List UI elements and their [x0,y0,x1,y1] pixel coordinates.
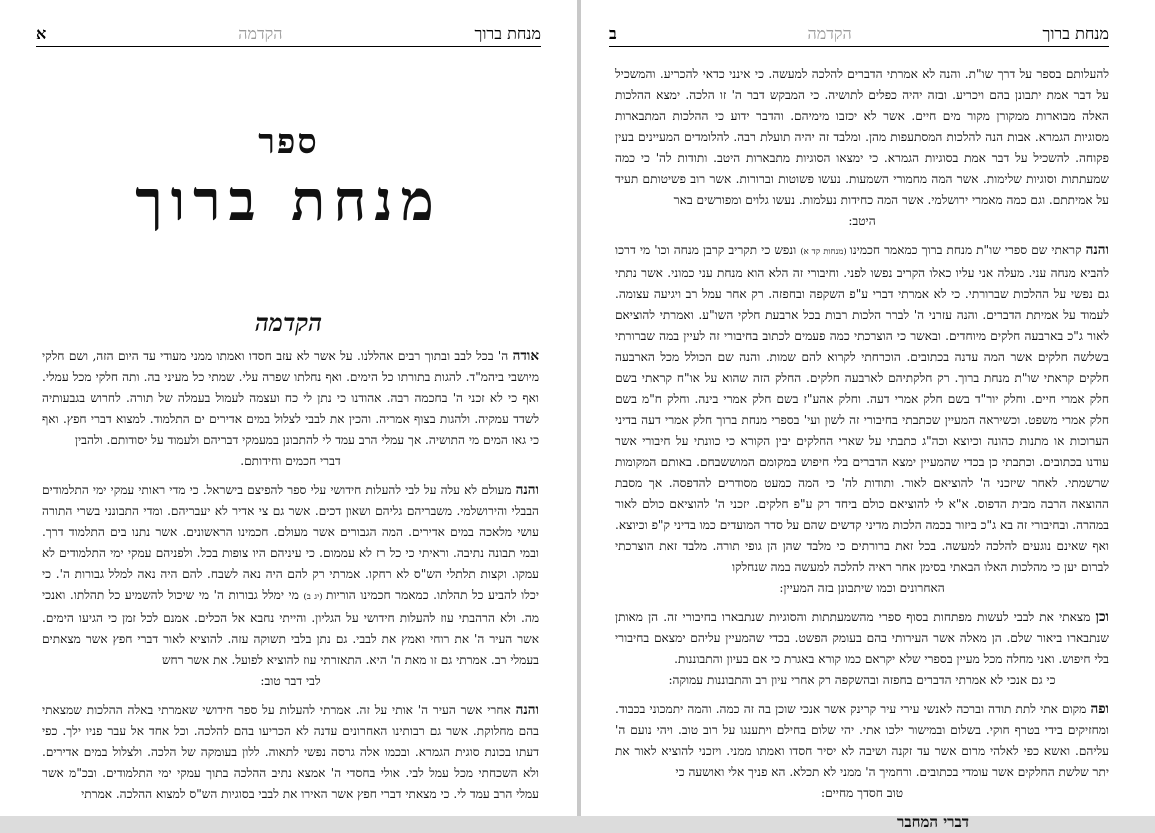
paragraph-lead-word: וכן [1095,609,1109,625]
running-header [36,20,541,47]
paragraph-lead-word: אודה [512,348,539,364]
paragraph-text: ה' בכל לבב ובתוך רבים אהללנו. על אשר לא עזב חסדו ואמתו ממני מעודי עד היום הזה, ושם חלקי מיושבי ביהמ"ד. להגות בתורתו כל הימים. ואף נחלתו שפרה עלי. שמתי כל מעיני בה. ותה חלקי מכל עמלי. ואף כי לא זכני ה' בחכמה רבה. אהודנו כי נתן לי כח ועצמה לעמול בעמלה של תורה. לחרוש בגבעותיה לשדד עמקיה. ולהגות בצוף אמריה. והכין את לבבי לצלול במים אדירים ים התלמוד. למצוא דברי חפץ. ואף כי גאו המים מי התושיה. אך עמלי הרב עמד לי להתבונן במעמקי דבריהם ולעמוד על יסודותם. ולהבין [42,349,539,447]
paragraph-lead-word: והנה [515,482,539,498]
paragraph-last-line: דברי חכמים וחידותם. [240,454,341,468]
running-header [609,20,1109,47]
paragraph-text: מצאתי את לבבי לעשות מפתחות בסוף ספרי מהשמעתתות והסוגיות שנתבארו בחיבורי זה. הן מאותן שנתבארו ביאור שלם. הן מאלה אשר העירותי בהם בעומק הפשט. בכדי שהמעיין עליהם ימצאם בחיבורי בלי חיפוש. ואני מחלה מכל מעיין בספרי שלא יקראם כמו קורא באגרת כי אם בעיון והתבוננות. [615,610,1109,666]
paragraph-text: מי ימלל גבורות ה' מי שיכול להשמיע כל תהלתו. ואנכי מה. ולא הרהבתי עוז להעלות חידושי על הגליון. והייתי נחבא אל הכלים. אמנם לכל זמן כי הגיעו הימים. אשר העיר ה' את רוחי ואמץ את לבבי. גם נתן בלבי תשוקה עזה. להוציא לאור דברי חפץ אשר מצאתים בעמלי רב. אמרתי גם זו מאת ה' היא. התאזרתי עוז להוציא לפועל. את אשר רחש [42,588,539,667]
page-aleph [0,0,577,816]
paragraph-text: קראתי שם ספרי שו"ת מנחת ברוך כמאמר חכמינו [849,243,1086,257]
paragraph-text: מקום אתי לתת תודה וברכה לאנשי עירי עיר קרינק אשר אנכי שוכן בה זה כמה. והמה יתמכוני בכבוד. ומחזיקים בידי בטרף חוקי. בשלום ובמישור ילכו אתי. יהי שלום בחילם ויתענגו על רוב טוב. ויהי נועם ה' עליהם. ואשא כפי לאלהי מרום אשר עד זקנה ושיבה לא יסיר חסדו ואמתו ממני. ויזכני להוציא לאור את יתר שלשת החלקים אשר עומדי בכתובים. ורחמיך ה' ממני לא תכלא. הא פניך אלי ואושעה כי [615,702,1109,779]
paragraph-lead-word: ופה [1090,701,1109,717]
paragraph-text: אחרי אשר העיר ה' אותי על זה. אמרתי להעלות על ספר חידושי שאמרתי באלה ההלכות שמצאתי בהם מחלוקת. אשר גם רבותינו האחרונים עדנה לא הכריעו בהם להלכה. וכל אחד אל עבר פניו ילך. כפי דעתו בכונת סוגית הגמרא. ובכמו אלה גרסה נפשי לתאוה. ללון בעומקה של הלכה. ולצלול במים אדירים. ולא השכחתי מכל עמל לבי. אולי בחסדי ה' אמצא נתיב ההלכה בתוך עמקי ימי התלמודים. ובכ"מ אשר עמלי הרב עמד לי. כי מצאתי דברי חפץ אשר האירו את לבבי בסוגיות הש"ס למצוא ההלכה. אמרתי [42,703,539,801]
paragraph-last-line: היטב: [848,214,876,228]
paragraph-last-line: האחרונים וכמו שיתבונן בזה המעיין: [779,581,945,595]
header-page-number: א [36,24,47,43]
paragraph-last-line: לבי דבר טוב: [260,674,321,688]
intro-heading: הקדמה [254,308,323,337]
paragraph [42,700,539,805]
paragraph-text: ונפש כי תקריב קרבן מנחה וכו' מי דרכו להביא מנחה עני. מעלה אני עליו כאלו הקריב נפשו לפני. וחיבורי זה הלא הוא מנחת עני כמוני. אשר נתתי גם נפשי על ההלכות שברורתי. כי לא אמרתי דברי ע"פ השקפה ובחפזה. רק אחר עמל רב ויגיעה עצומה. לעמוד על אמיתת הדברים. והנה עזרני ה' לברר הלכות רבות בכל ארבעת חלקי השו"ע. ואמרתי להוציאם לאור ג"כ בארבעה חלקים מיוחדים. ובאשר כי הוצרכתי כמה פעמים לכתוב בחיבורי זה לעיין במה שברורתי בשלשה חלקים אשר המה עדנה בכתובים. הוכרחתי לקרוא להם שמות. והנה שם הכולל מכל הארבעה חלקים קראתי שו"ת מנחת ברוך. רק חלקתיהם לארבעה חלקים. החלק הזה שהוא על או"ח קראתי בשם חלק אמרי חיים. וחלק יור"ד בשם חלק אמרי דעה. וחלק אהע"ז בשם חלק אמרי בינה. וחלק ח"מ בשם חלק אמרי משפט. וכשיראה המעיין שכתבתי בחיבורי זה לשון ועי' בספרי מנחת ברוך חלק אמרי דעה בדיני הערוכות או מתנות כהונה וכיוצא וכה"ג כתבתי על שארי החלקים יבין הקורא כי כוונתי על חיבורי אשר עודנו בכתובים. וכתבתי כן בכדי שהמעיין ימצא הדברים בלי חיפוש במקומם המוששבחם. באותם המקומות שרשמתי. לאחר שיזכני ה' להוציאם לאור. ותודות לה' כי המה כמעט מסודרים להדפסה. אך מסבת ההוצאה הרבה מבית הדפוס. א"א לי להוציאם כולם ביחד רק ע"פ חלקים. יזכני ה' להוציאם כולם לאור במהרה. ובחיבורי זה בא ג"כ ביזור בכמה הלכות מדיני קדשים שהם על סדר המועדים כמו בדיני ק"פ וכיוצא. ואף שאינם נוגעים להלכה למעשה. בכל זאת ברורתים כי מלבד שהן הן גופי תורה. מלבד זאת הוצרכתי לברום יען כי מהלכות האלו הבאתי בסימן אחר ראיה להלכה למעשה במה שנחלקו [615,243,1109,574]
header-book-title: מנחת ברוך [1042,24,1109,43]
paragraph-text: מעולם לא עלה על לבי להעלות חידושי עלי ספר להפיצם בישראל. כי מדי ראותי עמקי ימי התלמודים הבבלי והירושלמי. משבריהם גליהם ושאון דכים. אשר גם צי אדיר לא יעבריהם. ומדי התבונני בשרי התורה עושי מלאכה במים אדירים. המה הגבורים אשר מעולם. חכמינו הראשונים. אשר נתנו בים התלמוד דרך. ובמי תבונה נתיבה. וראיתי כי כל רז לא עממום. כי עיניהם היו צופות בכל. ולפניהם עמקי ימי התלמודים לא עמקו. וקצות תלתלי הש"ס לא רחקו. אמרתי רק להם היה נאה לשבח. להם היה נאה למלל גבורות ה'. כי יכלו להביע כל תהלתו. כמאמר חכמינו הוריות [42,483,539,602]
paragraph [615,699,1109,804]
header-section-title: הקדמה [807,24,852,43]
paragraph [615,607,1109,691]
header-section-title: הקדמה [238,24,283,43]
paragraph-lead-word: והנה [515,702,539,718]
text-column [42,346,539,813]
paragraph-last-line: טוב חסדך מחיים: [821,786,903,800]
paragraph-last-line: כי גם אנכי לא אמרתי הדברים בחפזה ובהשקפה רק אחרי עיון רב והתבוננות עמוקה: [668,673,1056,687]
header-book-title: מנחת ברוך [474,24,541,43]
paragraph-lead-word: והנה [1085,242,1110,258]
paragraph [42,480,539,692]
paragraph [42,346,539,472]
paragraph [615,64,1109,232]
paragraph-text: להעלותם בספר על דרך שו"ת. והנה לא אמרתי הדברים להלכה למעשה. כי אינני כדאי להכריע. והמשכיל על דבר אמת יתבונן בהם ויכריע. ובזה יהיה כפלים לתושיה. כי המבקש דבר ה' זו הלכה. ימצא ההלכות האלה מבוארות ממקורן מקור מים חיים. אשר לא יכזבו מימיהם. והדבר ידוע כי ההלכות המתבארות מסוגיות הגמרא. אבות הנה להלכות המסתעפות מהן. ומלבד זה יהיה תועלת רבה. להלומדים המעיינים בעין פקוחה. להשכיל על דבר אמת בסוגיות הגמרא. כי ימצאו הסוגיות מתבארות היטב. ותודות לה' כי כמה שמעתתות וסוגיות שלימות. אשר המה מחמורי השמעות. נעשו פשוטות וברורות. אשר רוב פשיטותם תעיד על אמיתתם. וגם כמה מאמרי ירושלמי. אשר המה כחידות נעלמות. נעשו גלוים ומפורשים באר [615,67,1109,207]
source-citation: (יג ב) [303,592,327,602]
paragraph [615,240,1109,599]
page-bet [581,0,1155,831]
author-signature: דברי המחבר [897,813,969,831]
text-column [615,64,1109,833]
header-page-number: ב [609,24,617,43]
book-title-prefix: ספר [258,122,319,162]
book-title: מנחת ברוך [135,168,442,234]
source-citation: (מנחות קד א) [800,247,850,257]
